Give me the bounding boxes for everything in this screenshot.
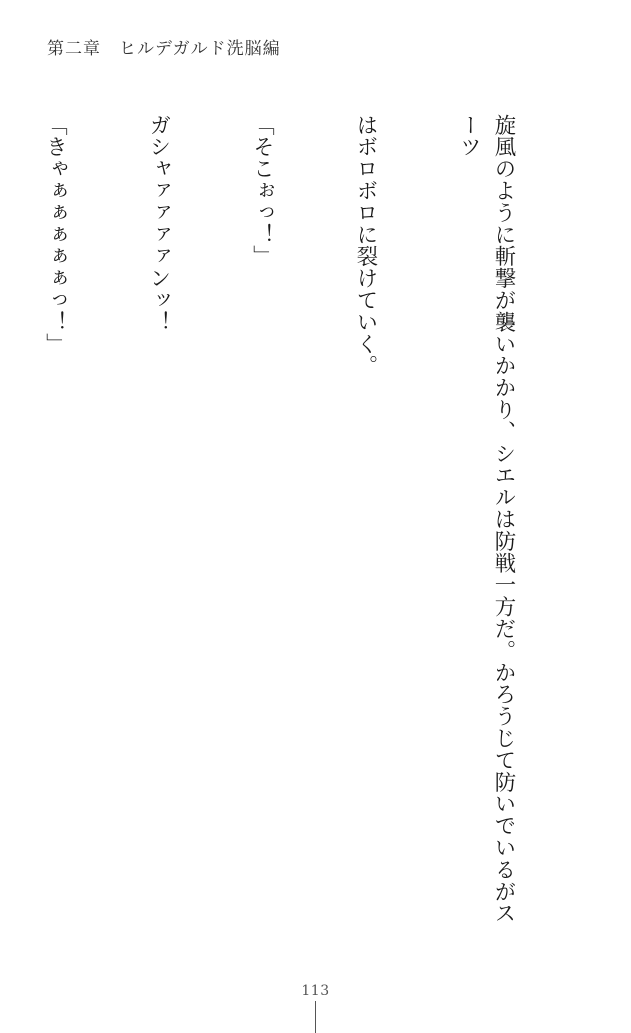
- page-number: 113: [301, 983, 330, 999]
- text-line: ガシャァァァァンッ！: [146, 114, 171, 333]
- text-line: はボロボロに裂けていく。: [353, 114, 378, 377]
- text-line: 「きゃぁぁぁぁぁっ！」: [42, 114, 68, 355]
- running-header: [47, 34, 281, 59]
- chapter-label: 第二章: [47, 39, 101, 59]
- text-line: 旋風のように斬撃が襲いかかり、シエルは防戦一方だ。かろうじて防いでいるがスーツ: [456, 114, 516, 925]
- text-line: 「そこぉっ！」: [249, 114, 275, 268]
- page-number-rule: [315, 1001, 316, 1033]
- chapter-title: ヒルデガルド洗脳編: [119, 39, 281, 59]
- vertical-text-body: [0, 114, 589, 944]
